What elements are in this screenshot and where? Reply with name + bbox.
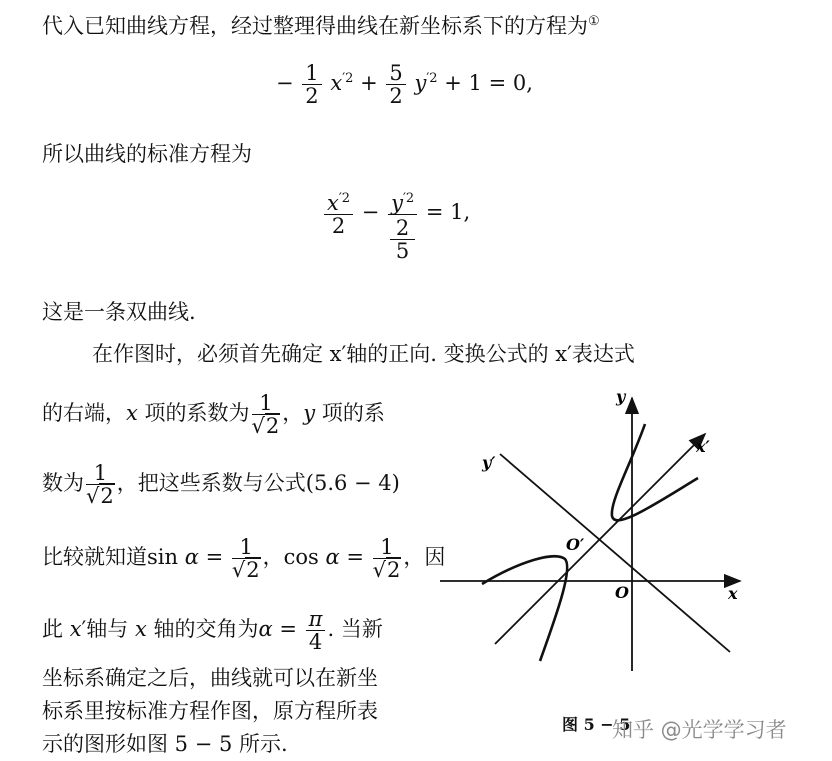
equation-2: $\frac{x^{'2}}{2}$ − $y^{'2}$ 2 5 = 1, <box>322 188 470 262</box>
para-4-line-7: 标系里按标准方程作图，原方程所表 <box>42 699 378 723</box>
para-4-line-5: 此 x′轴与 x 轴的交角为α = $\frac{\pi}{4}$ . 当新 <box>42 607 383 654</box>
para-4-line-1: 在作图时，必须首先确定 x′轴的正向. 变换公式的 x′表达式 <box>92 342 635 366</box>
para-4-line-4: 比较就知道sin α = $\frac{1}{√2}$ ，cos α = $\frac{1}{√2}$ ，因 <box>42 535 446 582</box>
para-4-line-8: 示的图形如图 5 − 5 所示. <box>42 732 288 756</box>
fraction-1-sqrt2: $\frac{1}{√2}$ <box>231 535 260 582</box>
para-4-line-2: 的右端，x 项的系数为 $\frac{1}{√2}$ ，y 项的系 <box>42 391 385 438</box>
label-y-prime: y′ <box>482 453 496 472</box>
fraction-1-sqrt2: $\frac{1}{√2}$ <box>86 461 114 508</box>
footnote-marker: ① <box>588 14 600 29</box>
watermark: 知乎 @光学学习者 <box>612 718 787 742</box>
fraction-1-sqrt2: $\frac{1}{√2}$ <box>251 391 280 438</box>
para-4-line-6: 坐标系确定之后，曲线就可以在新坐 <box>42 666 378 690</box>
figure-caption: 图 5 − 5 <box>562 715 631 734</box>
para-2: 所以曲线的标准方程为 <box>42 142 252 166</box>
para-1: 代入已知曲线方程，经过整理得曲线在新坐标系下的方程为① <box>42 14 600 38</box>
label-x-prime: x′ <box>696 437 710 456</box>
fraction-y2-over-2-5: $y^{'2}$ 2 5 <box>388 188 417 262</box>
fraction-x2-over-2: $\frac{x^{'2}}{2}$ <box>324 188 353 237</box>
hyperbola-branch-lower <box>482 556 567 661</box>
y-prime-axis <box>500 454 730 652</box>
label-origin-prime: O′ <box>566 535 585 554</box>
fraction-pi-4: $\frac{\pi}{4}$ <box>306 608 326 653</box>
fraction-1-sqrt2: $\frac{1}{√2}$ <box>372 535 401 582</box>
label-x: x <box>728 584 738 603</box>
equation-1: − $\frac{1}{2}$ $x^{'2}$ + $\frac{5}{2}$ $y^{'2} + 1 = 0$, <box>276 61 533 108</box>
fraction-five-halves: $\frac{5}{2}$ <box>386 62 405 107</box>
label-y: y <box>616 387 626 406</box>
fraction-one-half: $\frac{1}{2}$ <box>302 62 321 107</box>
para-4-line-3: 数为 $\frac{1}{√2}$ ，把这些系数与公式(5.6 − 4) <box>42 461 400 508</box>
figure-5-5 <box>440 386 770 686</box>
hyperbola-branch-upper <box>612 424 698 520</box>
label-origin: O <box>615 583 629 602</box>
para-3: 这是一条双曲线. <box>42 300 196 324</box>
